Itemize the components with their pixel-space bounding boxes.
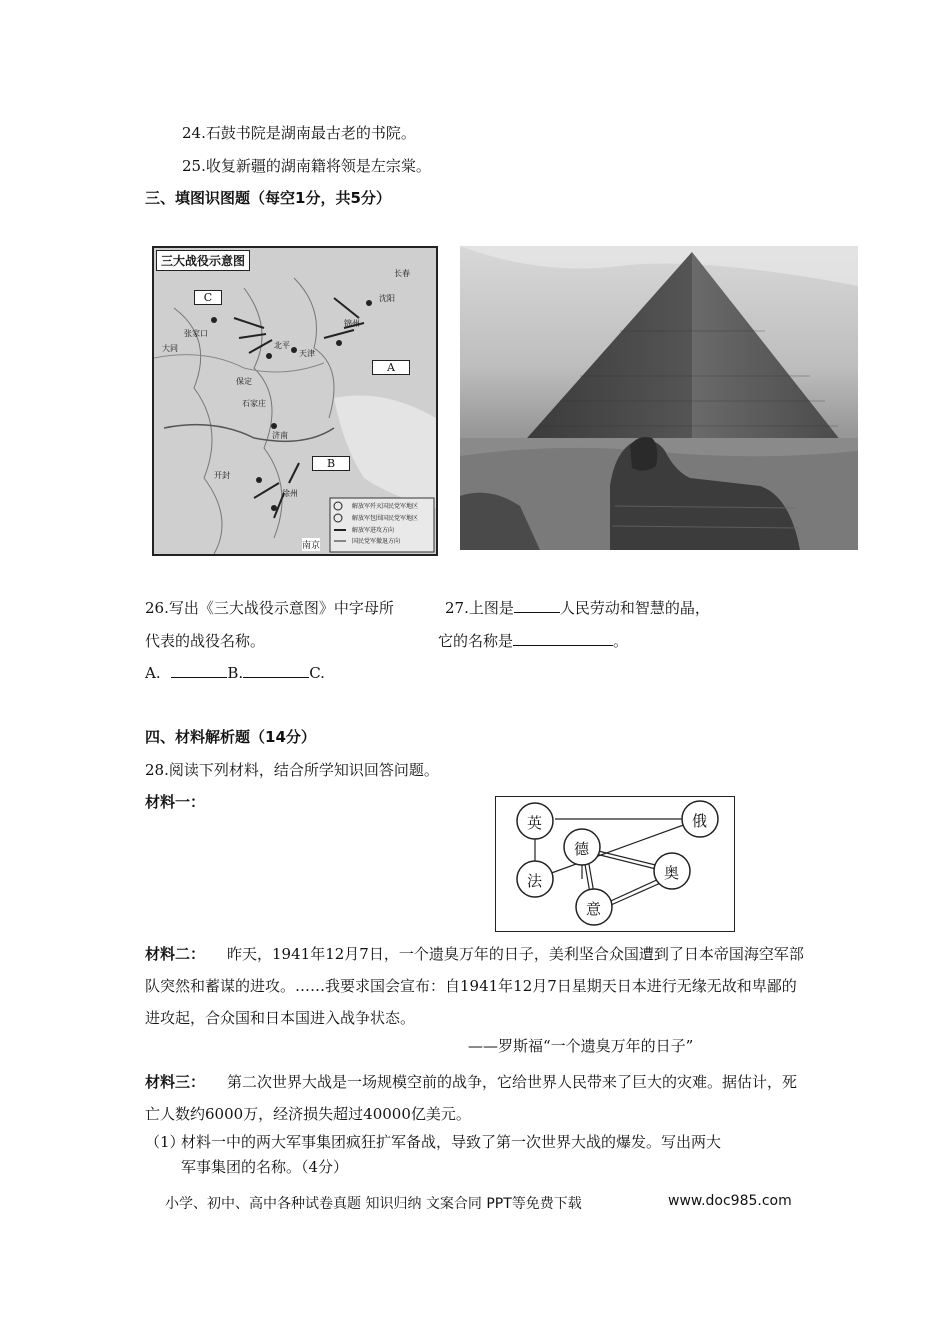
footer-text: 小学、初中、高中各种试卷真题 知识归纳 文案合同 PPT等免费下载 bbox=[165, 1196, 582, 1212]
material2-label: 材料二： bbox=[145, 945, 206, 963]
question1-line1: 材料一中的两大军事集团疯狂扩军备战，导致了第一次世界大战的爆发。写出两大 bbox=[181, 1133, 722, 1151]
q26-b-blank[interactable] bbox=[243, 663, 309, 678]
q27-line2-pre: 它的名称是 bbox=[438, 632, 514, 650]
map-legend-item: 解放军包围国民党军地区 bbox=[352, 515, 419, 522]
q26-a-label: A. bbox=[145, 664, 161, 682]
map-marker-c: C bbox=[194, 290, 222, 305]
node-austria: 奥 bbox=[664, 864, 680, 882]
map-legend-item: 解放军进攻方向 bbox=[352, 527, 395, 534]
material3 bbox=[145, 1066, 810, 1130]
map-place: 天津 bbox=[299, 349, 315, 358]
section3-title: 三、填图识图题（每空1分，共5分） bbox=[145, 189, 391, 207]
q27-line1-post: 人民劳动和智慧的晶， bbox=[559, 599, 710, 617]
q26-b-label: B. bbox=[227, 664, 244, 682]
q27-line1 bbox=[445, 597, 710, 618]
q27-blank-1[interactable] bbox=[514, 598, 560, 613]
item-25: 25.收复新疆的湖南籍将领是左宗棠。 bbox=[182, 157, 431, 175]
material3-text: 第二次世界大战是一场规模空前的战争，它给世界人民带来了巨大的灾难。据估计，死亡人数约6000万，经济损失超过40000亿美元。 bbox=[145, 1073, 798, 1123]
map-place: 保定 bbox=[236, 377, 252, 386]
q27-line2-post: 。 bbox=[613, 632, 629, 650]
map-place: 张家口 bbox=[184, 329, 208, 338]
question1-num: （1） bbox=[145, 1133, 185, 1151]
material2-text: 昨天，1941年12月7日，一个遗臭万年的日子，美利坚合众国遭到了日本帝国海空军部队突然和蓄谋的进攻。……我要求国会宣布：自1941年12月7日星期天日本进行无缘无故和卑鄙的进攻起，合众国和日本国进入战争状态。 bbox=[145, 945, 804, 1027]
node-russia: 俄 bbox=[692, 812, 708, 830]
material1-label: 材料一： bbox=[145, 793, 206, 811]
material3-label: 材料三： bbox=[145, 1073, 206, 1091]
map-title: 三大战役示意图 bbox=[156, 250, 250, 271]
footer-url[interactable]: www.doc985.com bbox=[668, 1193, 792, 1209]
material2 bbox=[145, 938, 810, 1034]
q27-line1-pre: 27.上图是 bbox=[445, 599, 514, 617]
pyramid-photo bbox=[460, 246, 858, 550]
q27-line2 bbox=[438, 630, 628, 651]
map-place: 南京 bbox=[302, 538, 320, 551]
map-legend-item: 解放军歼灭国民党军地区 bbox=[352, 503, 419, 510]
map-place: 锦州 bbox=[344, 319, 360, 328]
map-place: 大同 bbox=[162, 344, 178, 353]
node-britain: 英 bbox=[527, 814, 543, 832]
q26-line1: 26.写出《三大战役示意图》中字母所 bbox=[145, 599, 394, 617]
q26-a-blank[interactable] bbox=[171, 663, 227, 678]
section4-title: 四、材料解析题（14分） bbox=[145, 728, 316, 746]
alliance-diagram bbox=[495, 796, 735, 932]
campaign-map bbox=[152, 246, 438, 556]
map-place: 开封 bbox=[214, 471, 230, 480]
map-place: 徐州 bbox=[282, 489, 298, 498]
map-marker-b: B bbox=[312, 456, 350, 471]
map-place: 石家庄 bbox=[242, 399, 266, 408]
q27-blank-2[interactable] bbox=[513, 631, 613, 646]
node-germany: 德 bbox=[574, 840, 590, 858]
map-legend-item: 国民党军撤退方向 bbox=[352, 538, 401, 545]
q26-c-label: C. bbox=[309, 664, 325, 682]
map-place: 济南 bbox=[272, 431, 288, 440]
map-place: 长春 bbox=[394, 269, 410, 278]
node-italy: 意 bbox=[586, 900, 602, 918]
node-france: 法 bbox=[527, 872, 543, 890]
map-marker-a: A bbox=[372, 360, 410, 375]
material2-source: ——罗斯福“一个遗臭万年的日子” bbox=[468, 1037, 694, 1055]
q26-line2: 代表的战役名称。 bbox=[145, 632, 266, 650]
item-24: 24.石鼓书院是湖南最古老的书院。 bbox=[182, 124, 416, 142]
q28-intro: 28.阅读下列材料，结合所学知识回答问题。 bbox=[145, 761, 439, 779]
q26-answers bbox=[145, 663, 325, 682]
question1-line2: 军事集团的名称。（4分） bbox=[181, 1158, 349, 1176]
map-place: 北平 bbox=[274, 341, 290, 350]
map-place: 沈阳 bbox=[379, 294, 395, 303]
